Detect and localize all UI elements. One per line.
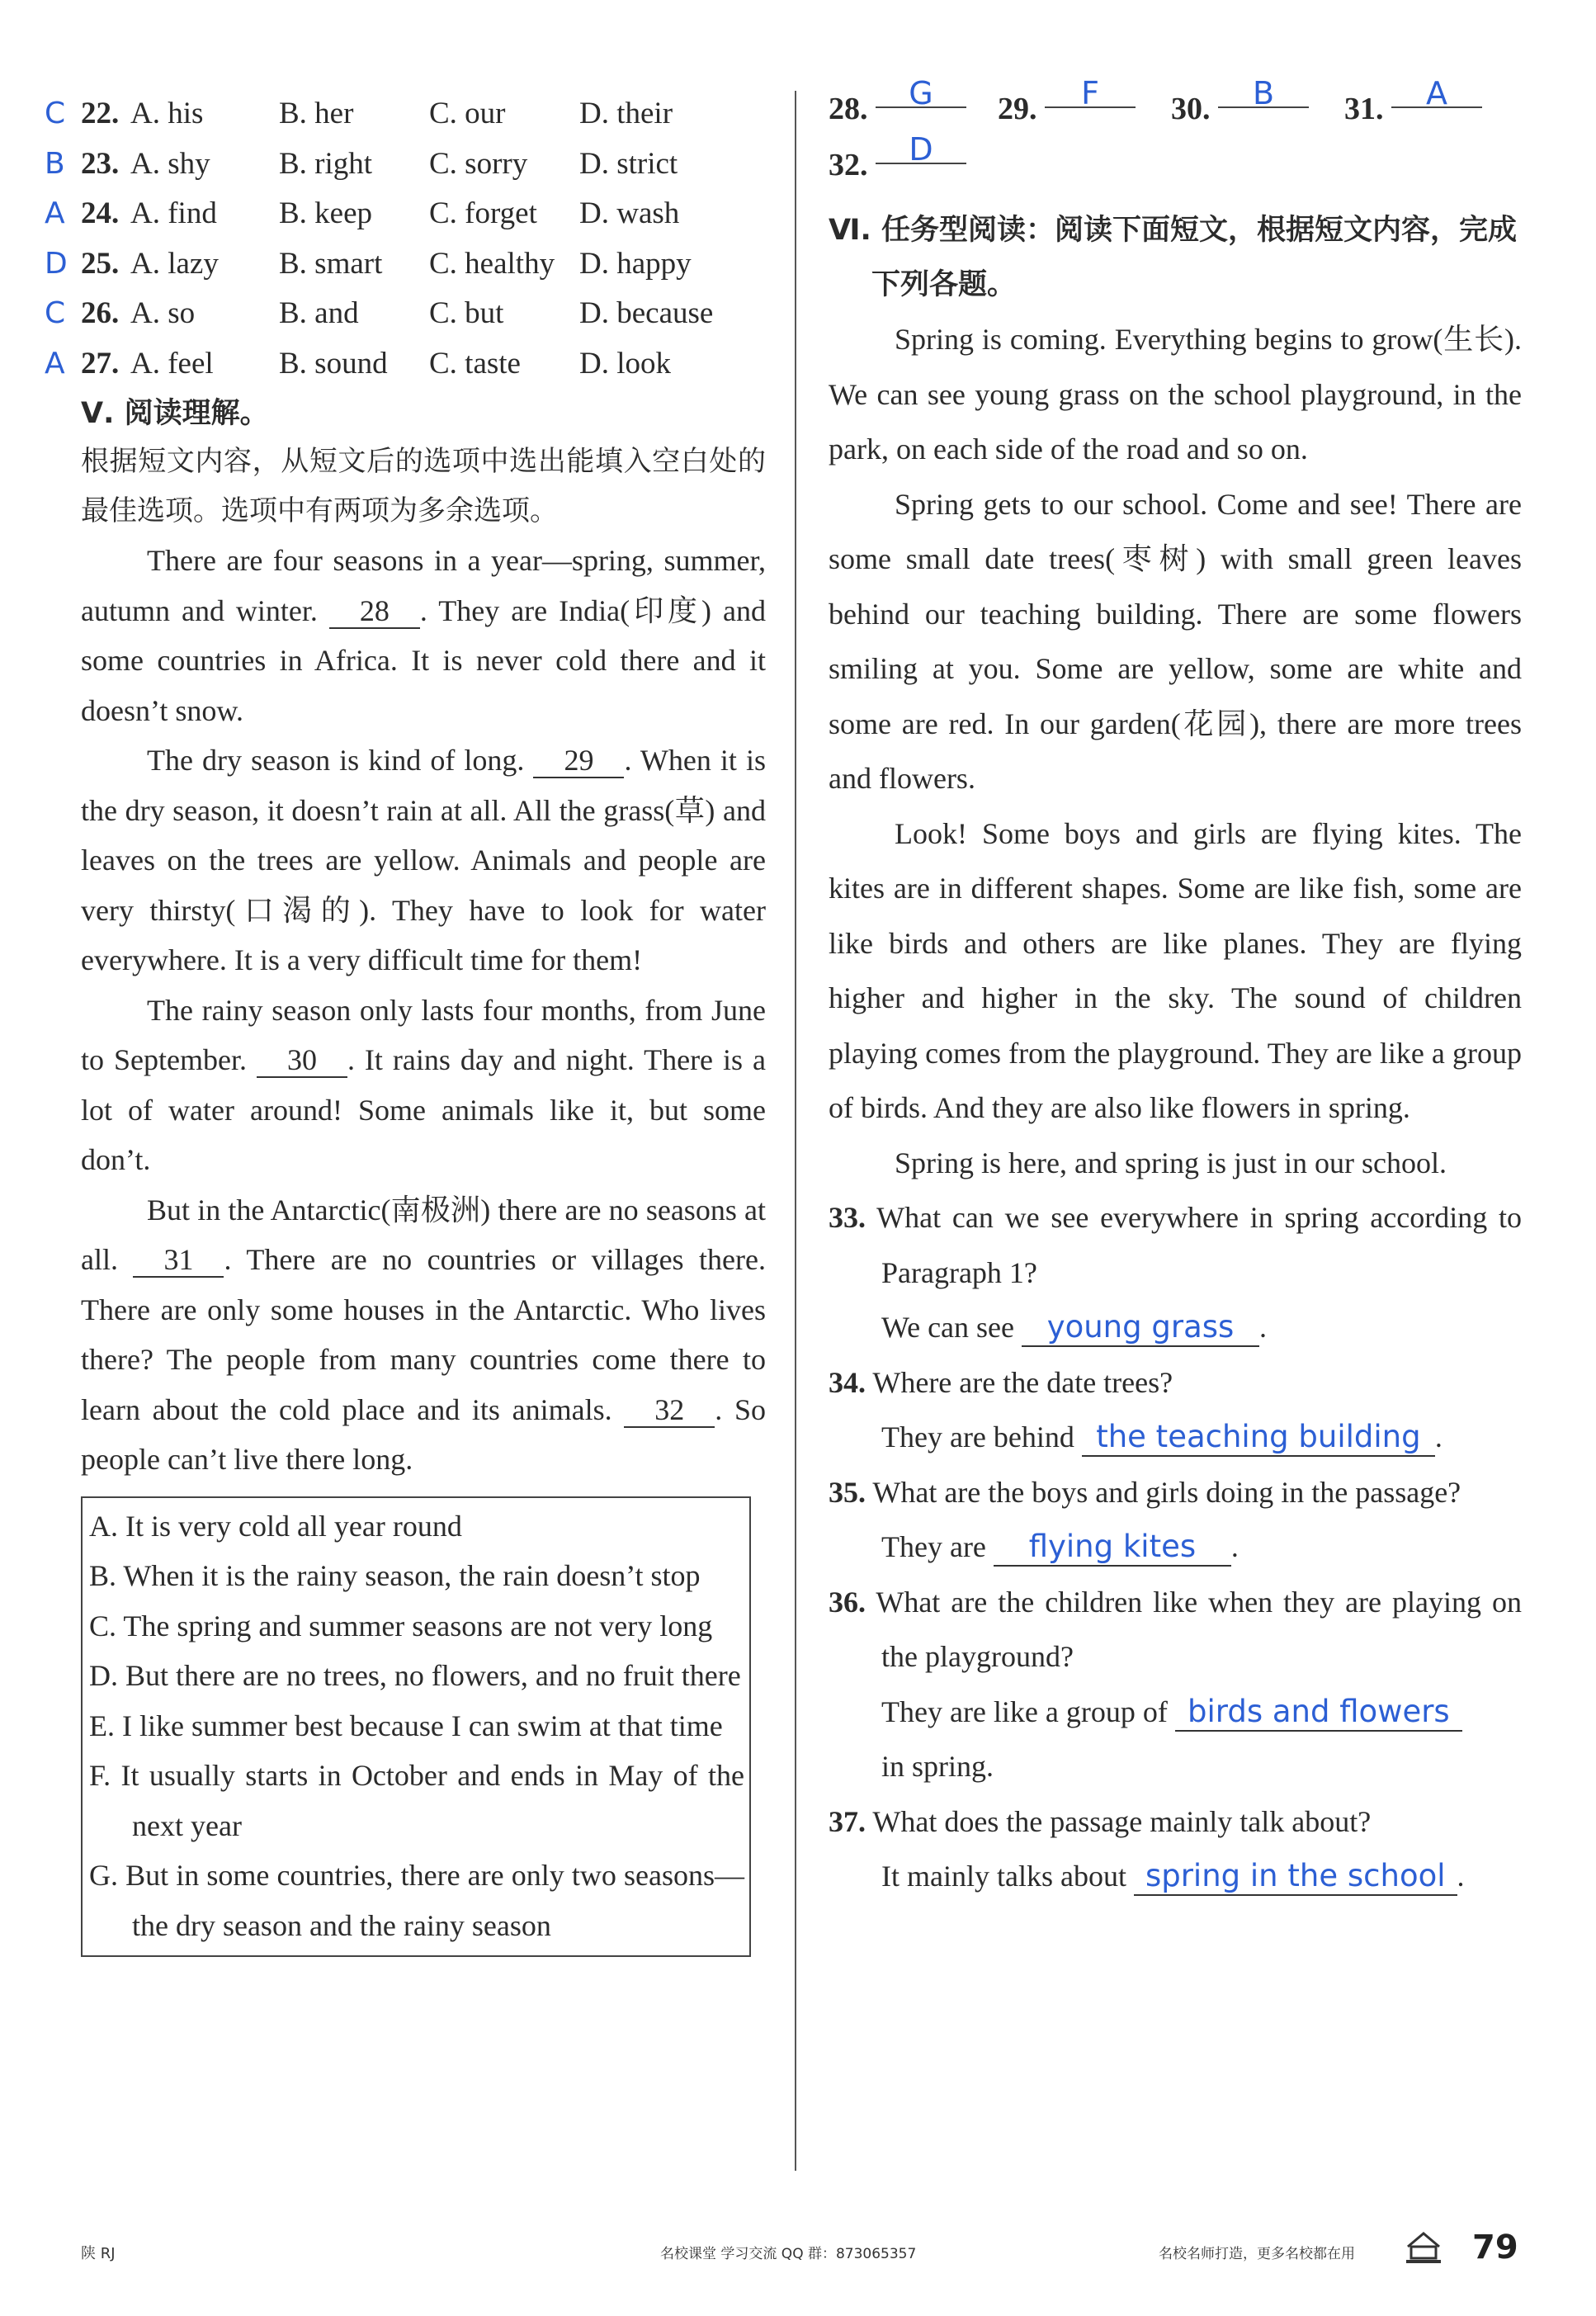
mc-row [45, 289, 766, 339]
answer-cell: 29. F [998, 91, 1136, 127]
question-36: 36. What are the children like when they are playing on the playground? They are like a group of birds and flowers in spring. [829, 1585, 1522, 1783]
option-b: B. and [279, 296, 359, 330]
handwritten-answer: A [1391, 80, 1482, 108]
option-b: B. her [279, 97, 354, 130]
answer-row [829, 75, 1522, 139]
option-c: C. healthy [429, 246, 555, 281]
answer-cell: 30. B [1171, 91, 1309, 127]
option-b: B. sound [279, 346, 388, 380]
option-a: A. feel [130, 346, 214, 380]
blank-30: 30 [257, 1043, 347, 1078]
option-a: A. lazy [130, 246, 219, 281]
question-number: 24. [81, 196, 120, 230]
option-d: D. happy [579, 246, 692, 281]
option-item: D. But there are no trees, no flowers, and no fruit there [89, 1659, 741, 1692]
answer-fill: young grass [1022, 1309, 1259, 1347]
question-number: 26. [81, 296, 120, 330]
mc-row [45, 189, 766, 239]
answer-cell: 31. A [1344, 91, 1482, 127]
mc-row [45, 139, 766, 190]
option-item: C. The spring and summer seasons are not very long [89, 1609, 713, 1642]
blank-28: 28 [329, 594, 420, 629]
option-c: C. our [429, 97, 506, 130]
edition-label: 陕 RJ [81, 2245, 116, 2262]
left-column [45, 89, 767, 1957]
passage-paragraph: Spring is coming. Everything begins to grow(生长). We can see young grass on the school playground, in the park, on each side of the road and so on. [829, 323, 1522, 466]
page-number: 79 [1472, 2229, 1518, 2266]
option-b: B. keep [279, 196, 373, 230]
page-footer [0, 2229, 1596, 2270]
passage-paragraph: Spring gets to our school. Come and see! There are some small date trees(枣树) with small green leaves behind our teaching building. There are some flowers smiling at you. Some are yellow, some are white and some are red. In our garden(花园), there are more trees and flowers. [829, 487, 1522, 795]
section-5-instruction: 根据短文内容，从短文后的选项中选出能填入空白处的最佳选项。选项中有两项为多余选项。 [81, 445, 766, 527]
column-divider [795, 91, 796, 2171]
section-5-title: Ⅴ. 阅读理解。 [81, 397, 269, 430]
option-a: A. so [130, 296, 196, 330]
passage-paragraph: But in the Antarctic(南极洲) there are no seasons at all. 31 . There are no countries or villages there. There are only some houses in the Antarctic. Who lives there? The people from many countries come there to learn about the cold place and its animals. 32 . So people can’t live there long. [81, 1193, 766, 1476]
mc-list [45, 89, 766, 389]
option-b: B. right [279, 146, 373, 181]
passage-paragraph: Look! Some boys and girls are flying kites. The kites are in different shapes. Some are like fish, some are like birds and others are like planes. They are flying higher and higher in the sky. The sound of children playing comes from the playground. They are like a group of birds. And they are also like flowers in spring. [829, 816, 1522, 1124]
option-a: A. his [130, 97, 204, 130]
handwritten-answer: B [45, 146, 65, 181]
options-box [81, 1496, 751, 1958]
option-b: B. smart [279, 246, 383, 281]
mc-row [45, 339, 766, 390]
answer-fill: the teaching building [1082, 1419, 1435, 1457]
option-c: C. but [429, 296, 504, 330]
handwritten-answer: C [45, 296, 66, 330]
slogan-text: 名校名师打造，更多名校都在用 [1159, 2246, 1355, 2262]
option-d: D. because [579, 296, 714, 330]
option-c: C. taste [429, 346, 521, 380]
blank-29: 29 [533, 744, 624, 778]
answer-fill: spring in the school [1134, 1858, 1457, 1896]
question-number: 25. [81, 246, 120, 281]
handwritten-answer: D [876, 136, 966, 164]
handwritten-answer: A [45, 346, 65, 380]
option-c: C. sorry [429, 146, 528, 181]
option-c: C. forget [429, 196, 537, 230]
option-d: D. wash [579, 196, 680, 230]
option-item: A. It is very cold all year round [89, 1509, 462, 1543]
option-item: B. When it is the rainy season, the rain doesn’t stop [89, 1559, 701, 1592]
option-item: F. It usually starts in October and ends in May of the next year [89, 1759, 744, 1842]
option-d: D. their [579, 97, 673, 130]
option-d: D. strict [579, 146, 678, 181]
question-number: 23. [81, 146, 120, 181]
option-d: D. look [579, 346, 671, 380]
answer-fill: birds and flowers [1175, 1694, 1462, 1732]
answer-row [829, 131, 1522, 195]
answer-cell: 32. D [829, 147, 966, 183]
passage-paragraph: The rainy season only lasts four months, from June to September. 30 . It rains day and night. There is a lot of water around! Some animals like it, but some don’t. [81, 993, 766, 1176]
option-item: G. But in some countries, there are only two seasons—the dry season and the rainy season [89, 1859, 744, 1942]
mc-row [45, 239, 766, 290]
blank-31: 31 [133, 1243, 224, 1278]
question-34: 34. Where are the date trees? They are behind the teaching building . [829, 1355, 1522, 1465]
passage-paragraph: The dry season is kind of long. 29 . When it is the dry season, it doesn’t rain at all. All the grass(草) and leaves on the trees are yellow. Animals and people are very thirsty(口渴的). They have to look for water everywhere. It is a very difficult time for them! [81, 744, 767, 976]
passage-paragraph: There are four seasons in a year—spring, summer, autumn and winter. 28 . They are India(印度) and some countries in Africa. It is never cold there and it doesn’t snow. [81, 544, 766, 727]
option-a: A. shy [130, 146, 210, 181]
mc-row [45, 89, 766, 139]
question-33: 33. What can we see everywhere in spring according to Paragraph 1? We can see young grass . [829, 1190, 1522, 1355]
option-a: A. find [130, 196, 217, 230]
handwritten-answer: G [876, 80, 966, 108]
handwritten-answer: A [45, 196, 65, 230]
handwritten-answer: C [45, 97, 66, 130]
question-35: 35. What are the boys and girls doing in the passage? They are flying kites . [829, 1465, 1522, 1575]
publisher-logo-icon [1403, 2229, 1444, 2265]
section-6-title: Ⅵ. 任务型阅读：阅读下面短文，根据短文内容，完成下列各题。 [829, 214, 1517, 301]
passage-paragraph: Spring is here, and spring is just in our school. [895, 1146, 1447, 1179]
option-item: E. I like summer best because I can swim at that time [89, 1709, 723, 1742]
answer-fill: flying kites [994, 1529, 1231, 1567]
blank-32: 32 [624, 1393, 715, 1428]
answer-cell: 28. G [829, 91, 966, 127]
qq-group-text: 名校课堂 学习交流 QQ 群：873065357 [660, 2246, 917, 2262]
handwritten-answer: F [1045, 80, 1136, 108]
handwritten-answer: B [1218, 80, 1309, 108]
handwritten-answer: D [45, 246, 68, 281]
question-number: 27. [81, 346, 120, 380]
right-column [829, 75, 1522, 1904]
question-37: 37. What does the passage mainly talk about? It mainly talks about spring in the school . [829, 1794, 1522, 1904]
question-number: 22. [81, 97, 120, 130]
